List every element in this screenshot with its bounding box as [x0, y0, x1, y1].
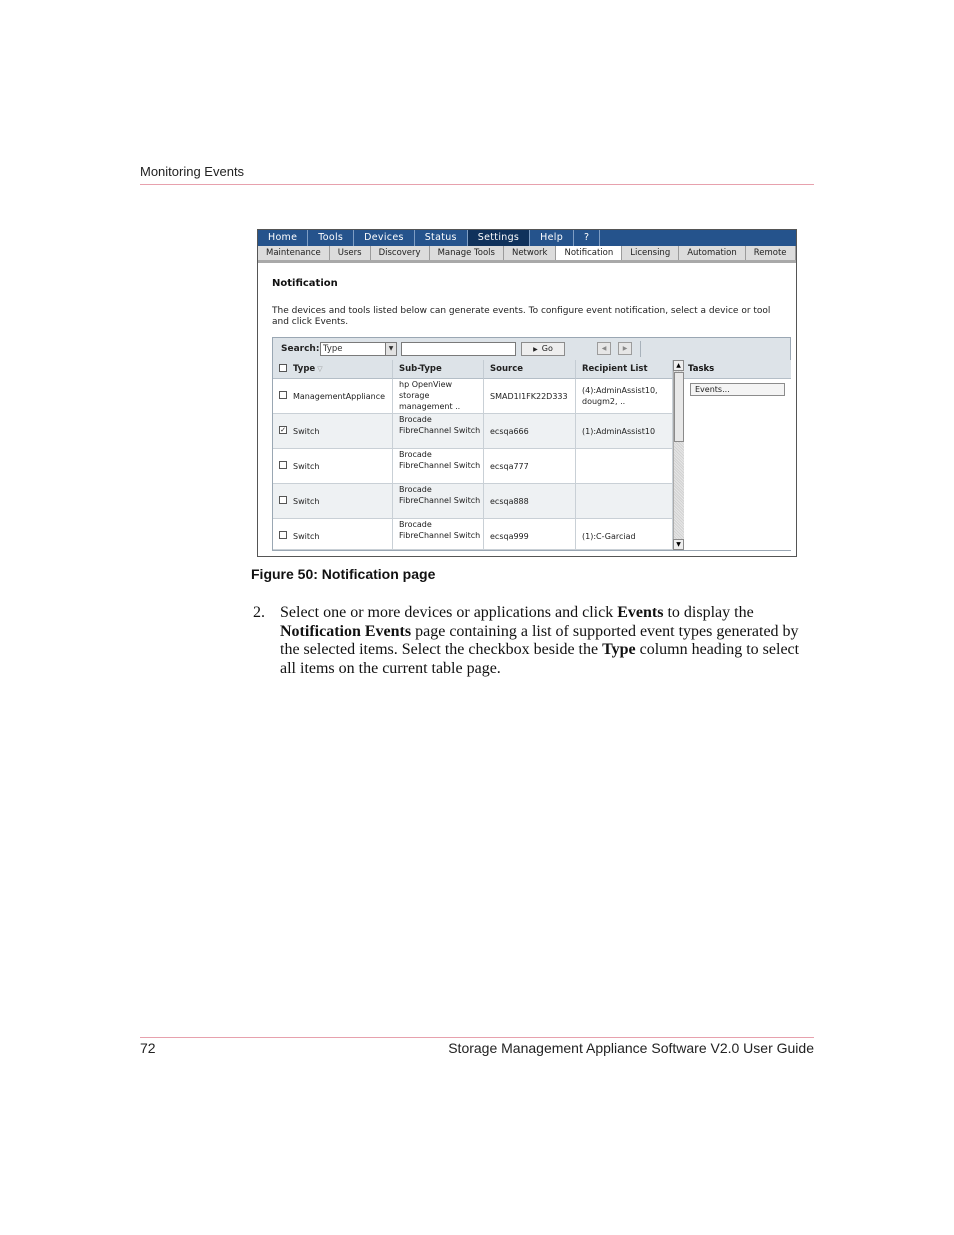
- step-bold-events: Events: [617, 604, 664, 621]
- col-header-type[interactable]: [273, 360, 393, 379]
- row-source: SMAD1I1FK22D333: [484, 379, 576, 413]
- tasks-heading: Tasks: [684, 360, 791, 379]
- running-header: Monitoring Events: [140, 164, 245, 179]
- step-paragraph: [253, 604, 813, 678]
- search-divider: [640, 341, 641, 357]
- type-cell: [273, 484, 393, 518]
- top-nav: [258, 230, 796, 246]
- sub-tab-remote[interactable]: Remote: [746, 246, 796, 260]
- step-text-4: column heading to select all items on the current table page.: [280, 641, 800, 677]
- row-subtype: hp OpenView storage management ..: [393, 379, 484, 413]
- scroll-down-icon[interactable]: ▼: [673, 539, 684, 550]
- top-tab-status[interactable]: Status: [415, 230, 468, 246]
- table-row[interactable]: [273, 379, 673, 414]
- search-type-value: Type: [323, 344, 343, 354]
- row-checkbox-checked[interactable]: ✓: [280, 426, 286, 434]
- type-cell: [273, 519, 393, 550]
- row-recipients: (4):AdminAssist10, dougm2, ..: [576, 379, 673, 413]
- table-row[interactable]: [273, 484, 673, 519]
- scroll-thumb[interactable]: [674, 372, 684, 442]
- figure-caption: Figure 50: Notification page: [251, 566, 436, 582]
- page-number: 72: [140, 1040, 156, 1056]
- dropdown-arrow-icon[interactable]: ▼: [385, 343, 396, 355]
- play-icon: ▶: [533, 346, 538, 353]
- row-recipients: [576, 484, 673, 518]
- scroll-up-icon[interactable]: ▲: [673, 360, 684, 371]
- events-button[interactable]: Events...: [690, 383, 785, 396]
- top-tab-devices[interactable]: Devices: [354, 230, 415, 246]
- col-header-source[interactable]: Source: [484, 360, 576, 379]
- go-button[interactable]: [521, 342, 565, 356]
- footer-guide-title: Storage Management Appliance Software V2.0 User Guide: [448, 1040, 814, 1056]
- step-bold-type: Type: [602, 641, 636, 658]
- row-checkbox[interactable]: [279, 496, 287, 504]
- row-type: ManagementAppliance: [293, 391, 386, 401]
- col-header-subtype[interactable]: Sub-Type: [393, 360, 484, 379]
- row-recipients: [576, 449, 673, 483]
- page-next-icon[interactable]: ▶: [618, 342, 632, 355]
- sub-tab-maintenance[interactable]: Maintenance: [258, 246, 330, 260]
- table-row[interactable]: [273, 449, 673, 484]
- row-type: Switch: [293, 426, 320, 436]
- col-type-label: Type: [293, 364, 316, 374]
- row-recipients: (1):C-Garciad: [576, 519, 673, 550]
- header-rule: [140, 184, 814, 185]
- row-subtype: Brocade FibreChannel Switch: [393, 484, 484, 518]
- sort-icon[interactable]: ▽: [317, 365, 323, 373]
- top-tab-question[interactable]: ?: [574, 230, 600, 246]
- table-row[interactable]: [273, 414, 673, 449]
- sub-tab-notification[interactable]: Notification: [556, 246, 622, 260]
- top-tab-home[interactable]: Home: [258, 230, 308, 246]
- step-text-1: Select one or more devices or applications and click: [280, 604, 618, 621]
- search-type-select[interactable]: [320, 342, 397, 356]
- step-number: 2.: [253, 604, 265, 621]
- row-source: ecsqa888: [484, 484, 576, 518]
- col-header-recipients[interactable]: Recipient List: [576, 360, 673, 379]
- row-checkbox[interactable]: [279, 531, 287, 539]
- go-label: Go: [541, 344, 553, 353]
- top-tab-tools[interactable]: Tools: [308, 230, 354, 246]
- step-text-3: page containing a list of supported event types generated by the selected items. Select the checkbox beside the: [280, 622, 799, 658]
- sub-tab-users[interactable]: Users: [330, 246, 371, 260]
- sub-tab-automation[interactable]: Automation: [679, 246, 746, 260]
- top-tab-help[interactable]: Help: [530, 230, 574, 246]
- row-subtype: Brocade FibreChannel Switch: [393, 449, 484, 483]
- step-bold-notification-events: Notification Events: [280, 622, 412, 640]
- row-subtype: Brocade FibreChannel Switch: [393, 519, 484, 550]
- step-text-2: to display the: [663, 604, 754, 621]
- type-cell: [273, 449, 393, 483]
- row-checkbox[interactable]: [279, 461, 287, 469]
- row-checkbox[interactable]: [279, 391, 287, 399]
- row-subtype: Brocade FibreChannel Switch: [393, 414, 484, 448]
- sub-nav: [258, 246, 796, 263]
- sub-tab-network[interactable]: Network: [504, 246, 557, 260]
- type-cell: [273, 379, 393, 413]
- row-type: Switch: [293, 531, 320, 541]
- sub-tab-manage-tools[interactable]: Manage Tools: [430, 246, 504, 260]
- search-label: Search:: [281, 344, 320, 354]
- row-source: ecsqa777: [484, 449, 576, 483]
- tasks-panel: [684, 379, 791, 550]
- row-source: ecsqa666: [484, 414, 576, 448]
- sub-tab-licensing[interactable]: Licensing: [622, 246, 679, 260]
- page-prev-icon[interactable]: ◀: [597, 342, 611, 355]
- row-type: Switch: [293, 461, 320, 471]
- sub-tab-discovery[interactable]: Discovery: [371, 246, 430, 260]
- device-table: [272, 337, 791, 551]
- footer-rule: [140, 1037, 814, 1038]
- row-recipients: (1):AdminAssist10: [576, 414, 673, 448]
- panel-description: The devices and tools listed below can generate events. To configure event notification, select a device or tool and click Events.: [272, 306, 771, 327]
- panel-title: Notification: [272, 278, 338, 289]
- select-all-checkbox[interactable]: [279, 364, 287, 372]
- top-tab-settings[interactable]: Settings: [468, 230, 530, 246]
- search-bar: [273, 338, 790, 361]
- step-text: [280, 604, 813, 678]
- row-source: ecsqa999: [484, 519, 576, 550]
- row-type: Switch: [293, 496, 320, 506]
- search-input[interactable]: [401, 342, 516, 356]
- notification-screenshot: [257, 229, 797, 557]
- type-cell: [273, 414, 393, 448]
- table-row[interactable]: [273, 519, 673, 550]
